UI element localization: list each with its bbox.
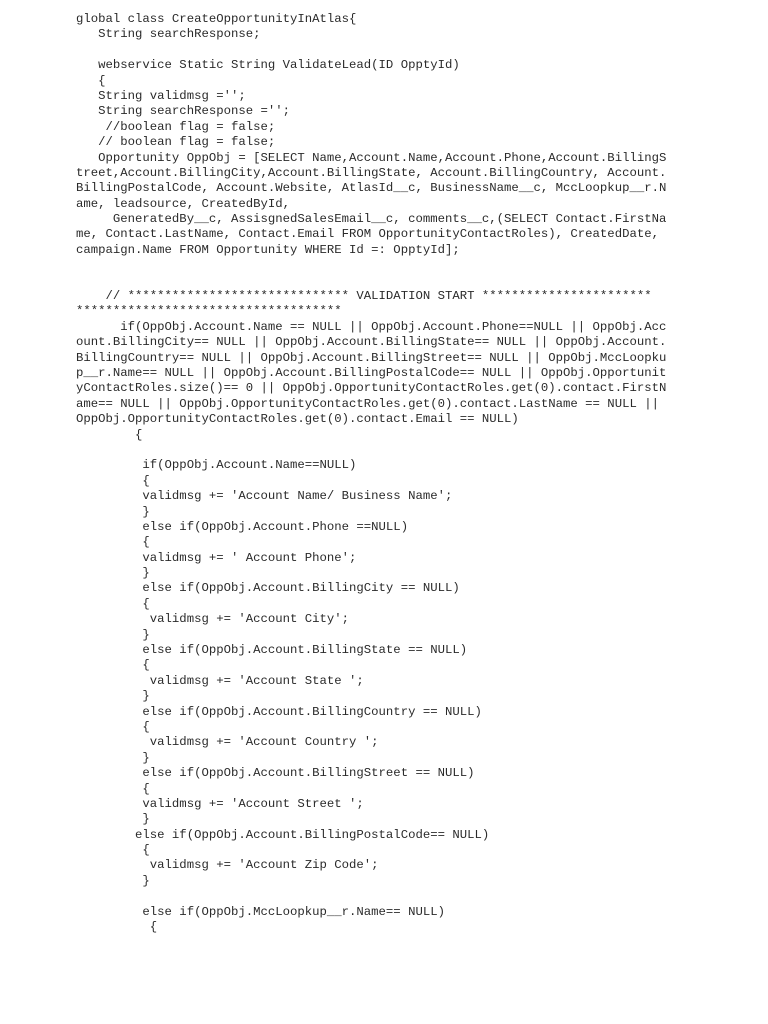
code-line: }	[76, 873, 150, 888]
code-line: {	[76, 658, 150, 673]
code-line: }	[76, 504, 150, 519]
code-line: campaign.Name FROM Opportunity WHERE Id =: OpptyId];	[76, 242, 460, 257]
code-line: validmsg += 'Account State ';	[76, 673, 364, 688]
code-line: ame== NULL || OppObj.OpportunityContactRoles.get(0).contact.LastName == NULL ||	[76, 396, 659, 411]
code-line: ************************************	[76, 304, 342, 319]
code-line: validmsg += 'Account Country ';	[76, 735, 379, 750]
code-line: }	[76, 750, 150, 765]
code-line	[76, 889, 676, 904]
code-line: webservice Static String ValidateLead(ID OpptyId)	[76, 58, 460, 73]
code-line	[76, 43, 676, 58]
code-line: p__r.Name== NULL || OppObj.Account.BillingPostalCode== NULL || OppObj.Opportunit	[76, 365, 667, 380]
code-line: me, Contact.LastName, Contact.Email FROM OpportunityContactRoles), CreatedDate,	[76, 227, 659, 242]
code-line: validmsg += 'Account Street ';	[76, 796, 364, 811]
code-line: else if(OppObj.Account.BillingStreet == NULL)	[76, 766, 475, 781]
code-line: {	[76, 843, 150, 858]
code-line: // boolean flag = false;	[76, 135, 276, 150]
code-line	[76, 258, 676, 273]
code-line: else if(OppObj.Account.Phone ==NULL)	[76, 519, 409, 534]
code-listing	[76, 12, 676, 935]
code-line: else if(OppObj.Account.BillingPostalCode== NULL)	[76, 827, 490, 842]
code-line: String validmsg ='';	[76, 88, 246, 103]
code-line: BillingCountry== NULL || OppObj.Account.BillingStreet== NULL || OppObj.MccLoopku	[76, 350, 667, 365]
code-line: {	[76, 535, 150, 550]
code-line: validmsg += 'Account Name/ Business Name';	[76, 489, 453, 504]
code-line: String searchResponse;	[76, 27, 261, 42]
code-line: if(OppObj.Account.Name==NULL)	[76, 458, 357, 473]
code-line: else if(OppObj.Account.BillingCity == NULL)	[76, 581, 460, 596]
code-line: //boolean flag = false;	[76, 119, 276, 134]
code-line	[76, 274, 676, 289]
code-line: {	[76, 920, 158, 935]
code-line: }	[76, 627, 150, 642]
code-line: {	[76, 427, 143, 442]
code-line: validmsg += 'Account Zip Code';	[76, 858, 379, 873]
code-line: }	[76, 566, 150, 581]
code-line: {	[76, 719, 150, 734]
code-line: Opportunity OppObj = [SELECT Name,Account.Name,Account.Phone,Account.BillingS	[76, 150, 667, 165]
code-line: BillingPostalCode, Account.Website, AtlasId__c, BusinessName__c, MccLoopkup__r.N	[76, 181, 667, 196]
code-line: else if(OppObj.Account.BillingState == NULL)	[76, 643, 468, 658]
code-line: else if(OppObj.Account.BillingCountry == NULL)	[76, 704, 482, 719]
code-line: {	[76, 473, 150, 488]
code-line: OppObj.OpportunityContactRoles.get(0).contact.Email == NULL)	[76, 412, 519, 427]
code-line: {	[76, 73, 106, 88]
code-line: ame, leadsource, CreatedById,	[76, 196, 291, 211]
code-line: }	[76, 812, 150, 827]
code-line: global class CreateOpportunityInAtlas{	[76, 12, 357, 26]
code-line: else if(OppObj.MccLoopkup__r.Name== NULL)	[76, 904, 445, 919]
code-line: validmsg += ' Account Phone';	[76, 550, 357, 565]
code-line: {	[76, 596, 150, 611]
code-line: GeneratedBy__c, AssisgnedSalesEmail__c, comments__c,(SELECT Contact.FirstNa	[76, 212, 667, 227]
code-line: yContactRoles.size()== 0 || OppObj.OpportunityContactRoles.get(0).contact.FirstN	[76, 381, 667, 396]
code-line: treet,Account.BillingCity,Account.BillingState, Account.BillingCountry, Account.	[76, 165, 667, 180]
code-line: validmsg += 'Account City';	[76, 612, 350, 627]
code-line: ount.BillingCity== NULL || OppObj.Account.BillingState== NULL || OppObj.Account.	[76, 335, 667, 350]
code-line: // ****************************** VALIDATION START ***********************	[76, 289, 652, 304]
code-line: {	[76, 781, 150, 796]
code-line: }	[76, 689, 150, 704]
code-line: if(OppObj.Account.Name == NULL || OppObj.Account.Phone==NULL || OppObj.Acc	[76, 319, 667, 334]
code-line: String searchResponse ='';	[76, 104, 291, 119]
code-line	[76, 443, 676, 458]
